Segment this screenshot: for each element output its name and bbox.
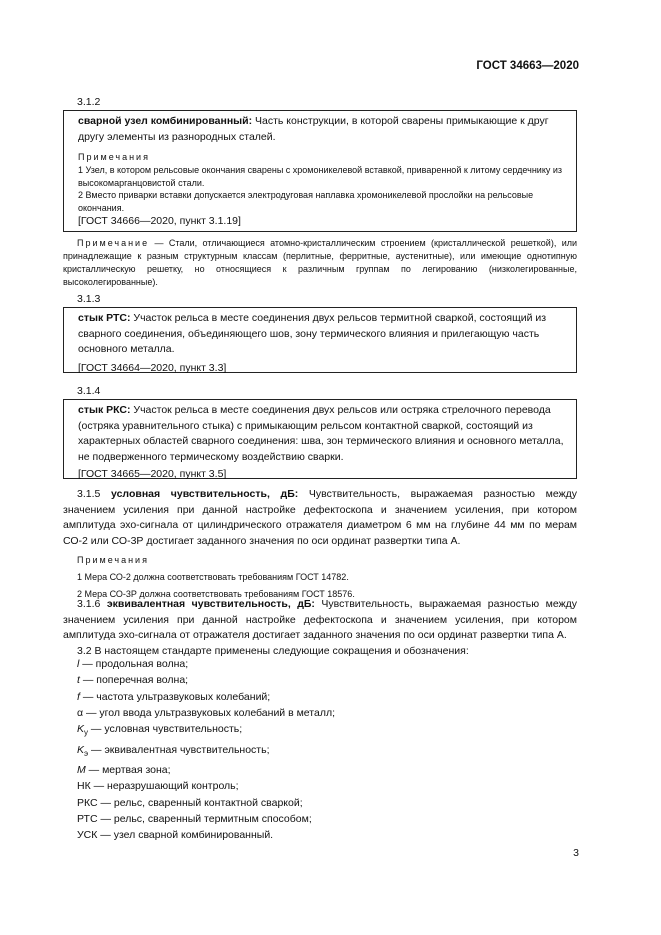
reference: [ГОСТ 34665—2020, пункт 3.5]	[78, 468, 227, 480]
abbreviation-text: — рельс, сваренный контактной сваркой;	[97, 796, 303, 809]
note: 1 Мера СО-2 должна соответствовать требованиям ГОСТ 14782.	[77, 572, 349, 582]
abbreviation-subscript: у	[84, 728, 89, 738]
definition-text	[78, 114, 568, 145]
reference: [ГОСТ 34666—2020, пункт 3.1.19]	[78, 215, 241, 227]
term: эквивалентная чувствительность, дБ:	[106, 598, 315, 610]
note: 2 Мера СО-3Р должна соответствовать требованиям ГОСТ 18576.	[77, 589, 355, 599]
definition: Чувствительность, выражаемая разностью между значением усиления при данной настройке дефектоскопа и значением усиления, при котором амплитуда эхо-сигнала от цилиндрического отражателя диаметром 6 мм на глубине 44 мм по мерам СО-2 или СО-3Р достигает заданного значения по оси ординат развертки типа А.	[63, 488, 577, 547]
abbreviation-symbol: K	[77, 743, 85, 756]
definition: Участок рельса в месте соединения двух рельсов термитной сваркой, состоящий из сварного соединения, объединяющего шов, зону термического влияния и прилегающую часть основного металла.	[78, 312, 547, 355]
abbreviation-text: — поперечная волна;	[79, 674, 189, 687]
abbreviation-symbol: α	[77, 706, 84, 719]
abbreviation-item	[77, 811, 335, 827]
definition: Участок рельса в месте соединения двух рельсов или остряка стрелочного перевода (остряка уравнительного стыка) с примыкающим рельсом контактной сваркой, состоящий из характерных областей сварного соединения: шва, зон термического влияния и основного металла, не подверженного термическому воздействию сварки.	[78, 404, 564, 463]
abbreviation-text: — эквивалентная чувствительность;	[88, 743, 270, 756]
clause-number: 3.1.2	[77, 96, 101, 108]
abbreviation-text: — мертвая зона;	[85, 763, 171, 776]
definition-box-3-1-3	[63, 307, 577, 373]
note: 2 Вместо приварки вставки допускается электродуговая наплавка хромоникелевой прослойки на рельсовые окончания.	[78, 190, 534, 213]
definition-text	[78, 403, 568, 465]
abbreviation-subscript: э	[84, 748, 89, 758]
abbreviation-text: — неразрушающий контроль;	[90, 780, 239, 793]
document-header: ГОСТ 34663—2020	[476, 60, 579, 72]
term: стык РТС:	[78, 312, 131, 324]
abbreviation-item	[77, 705, 335, 721]
abbreviation-list	[77, 656, 335, 843]
clause-number: 3.1.4	[77, 385, 101, 397]
abbreviation-text: — условная чувствительность;	[88, 723, 243, 736]
abbreviation-item	[77, 656, 335, 672]
abbreviation-item	[77, 762, 335, 778]
note-label: Примечание	[77, 238, 150, 248]
clause-3-1-6	[63, 597, 577, 659]
abbreviation-item	[77, 721, 335, 741]
term: условная чувствительность, дБ:	[111, 488, 299, 500]
abbreviation-item	[77, 689, 335, 705]
abbreviation-text: — частота ультразвуковых колебаний;	[79, 690, 271, 703]
abbreviation-item	[77, 795, 335, 811]
clause-number: 3.1.6	[77, 598, 101, 610]
abbreviation-symbol: f	[77, 690, 80, 703]
clause-number: 3.1.3	[77, 293, 101, 305]
notes-heading: Примечания	[77, 555, 149, 565]
abbreviation-symbol: M	[77, 763, 86, 776]
reference: [ГОСТ 34664—2020, пункт 3.3]	[78, 361, 227, 374]
definition: Часть конструкции, в которой сварены примыкающие к друг другу элементы из разнородных сталей.	[78, 115, 549, 143]
abbreviation-item	[77, 672, 335, 688]
abbreviation-symbol: НК	[77, 780, 91, 793]
steel-note	[63, 237, 577, 289]
abbreviation-item	[77, 742, 335, 762]
term: сварной узел комбинированный:	[78, 115, 253, 127]
clause-number: 3.1.5	[77, 488, 101, 500]
term: стык РКС:	[78, 404, 131, 416]
abbreviation-text: — узел сварной комбинированный.	[97, 829, 274, 842]
note: 1 Узел, в котором рельсовые окончания сварены с хромоникелевой вставкой, приваренной к литому сердечнику из высокомарганцовистой стали.	[78, 165, 563, 188]
definition-box-3-1-4	[63, 399, 577, 479]
abbreviation-text: — угол ввода ультразвуковых колебаний в металл;	[83, 706, 336, 719]
abbreviation-symbol: K	[77, 723, 85, 736]
clause-3-1-5	[63, 487, 577, 601]
notes-heading: Примечания	[78, 152, 150, 162]
note-text: — Стали, отличающиеся атомно-кристаллическим строением (кристаллической решеткой), или принадлежащие к разным структурным классам (перлитные, ферритные, аустенитные), или имеющие однотипную кристаллическую решетку, но относящиеся к различным группам по легированию (низколегированные, высоколегированные).	[63, 238, 577, 287]
definition-box-3-1-2	[63, 110, 577, 232]
definition: Чувствительность, выражаемая разностью между значением усиления при данной настройке дефектоскопа и значением усиления, при котором амплитуда эхо-сигнала от отражателя достигает заданного значения по оси ординат развертки типа А.	[63, 598, 577, 641]
abbreviation-symbol: t	[77, 674, 80, 687]
abbreviation-symbol: РКС	[77, 796, 98, 809]
abbreviation-text: — продольная волна;	[79, 658, 189, 670]
abbreviation-text: — рельс, сваренный термитным способом;	[97, 812, 312, 825]
abbreviation-symbol: УСК	[77, 829, 98, 842]
abbreviation-symbol: l	[77, 658, 80, 670]
clause-3-2: 3.2 В настоящем стандарте применены следующие сокращения и обозначения:	[77, 644, 469, 657]
definition-text	[78, 311, 568, 358]
abbreviation-symbol: РТС	[77, 812, 98, 825]
abbreviation-item	[77, 827, 335, 843]
page-number: 3	[573, 847, 579, 859]
abbreviation-item	[77, 778, 335, 794]
